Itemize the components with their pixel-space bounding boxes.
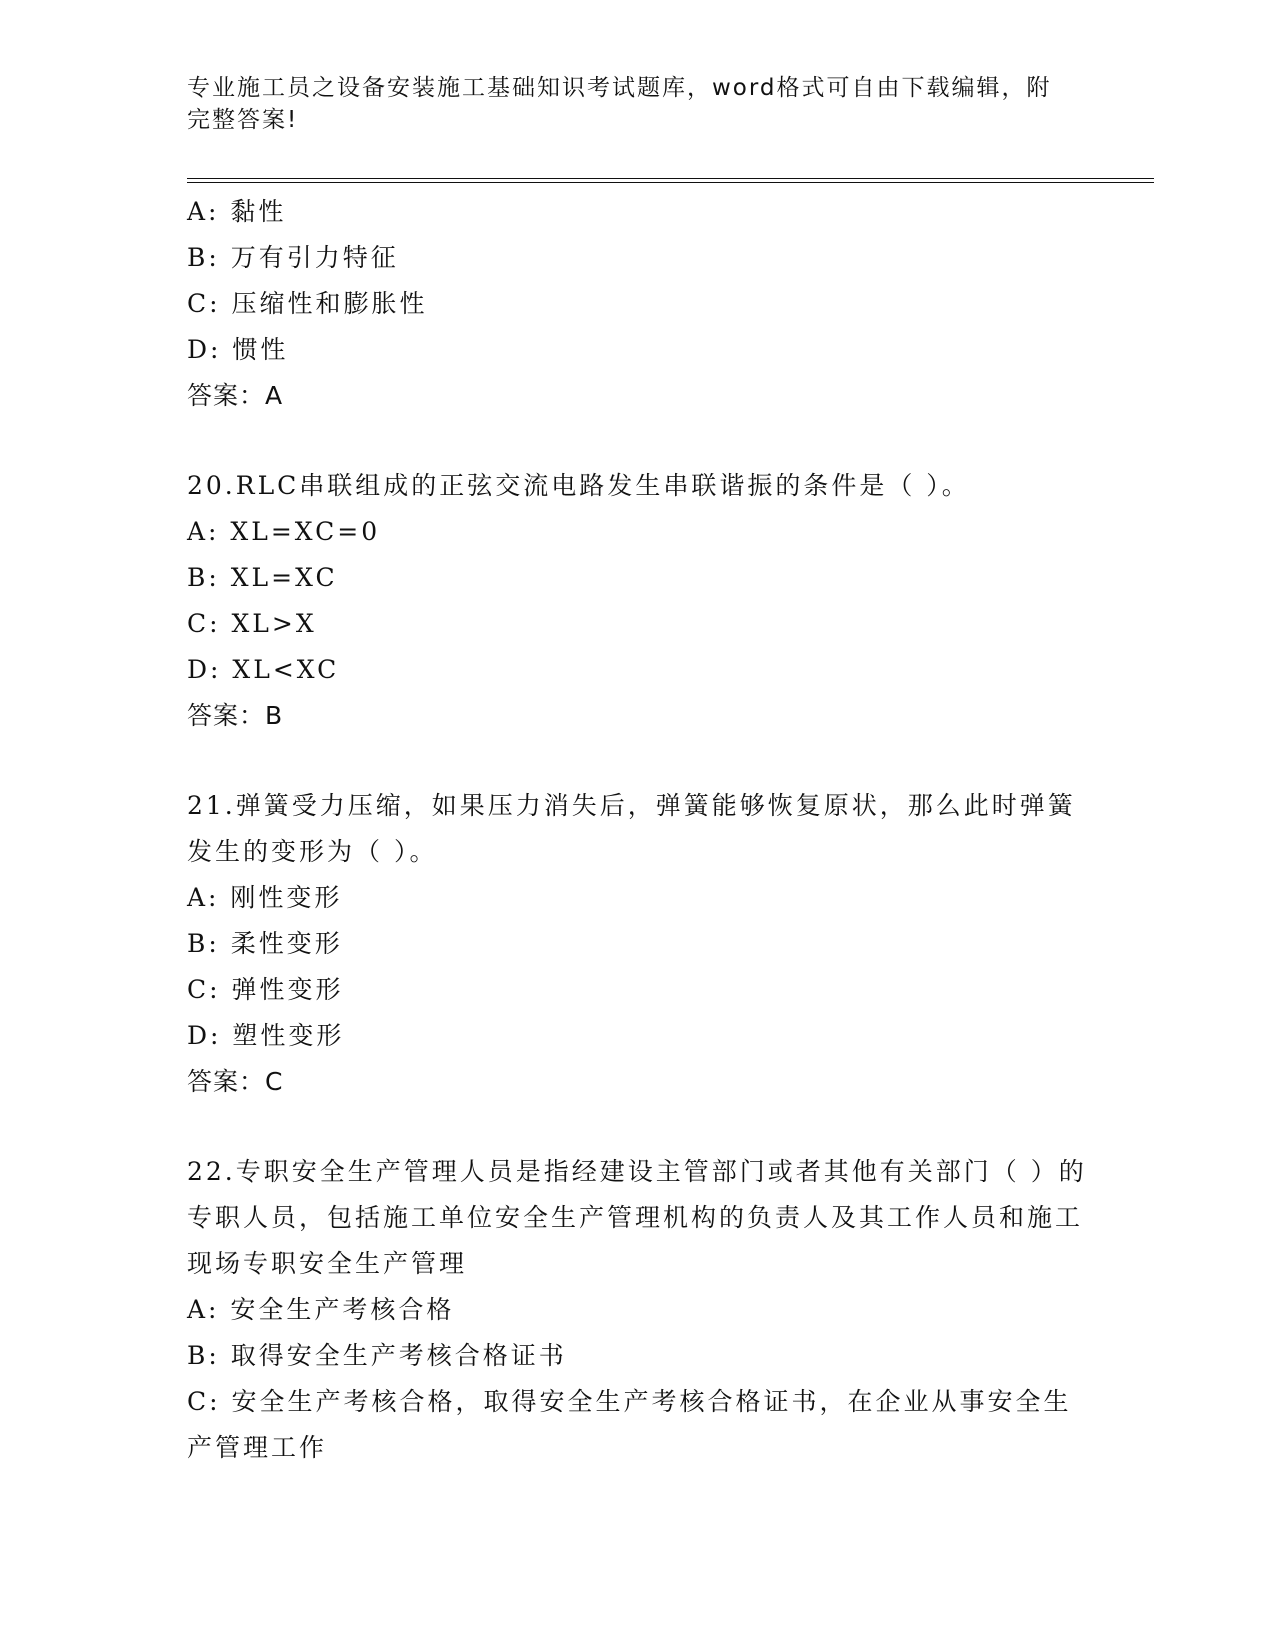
question-block-21 [187, 783, 1087, 1105]
answer-label: 答案：A [187, 381, 284, 410]
question-text: 22.专职安全生产管理人员是指经建设主管部门或者其他有关部门（ ）的专职人员，包括施工单位安全生产管理机构的负责人及其工作人员和施工现场专职安全生产管理 [187, 1157, 1087, 1278]
option-c: C: XL>X [187, 609, 317, 638]
option-c: C: 弹性变形 [187, 975, 344, 1004]
document-header: 专业施工员之设备安装施工基础知识考试题库，word格式可自由下载编辑，附完整答案! [187, 75, 1052, 133]
option-d: D: 惯性 [187, 335, 289, 364]
question-block-20 [187, 463, 1087, 739]
option-b: B: 万有引力特征 [187, 243, 399, 272]
option-d: D: 塑性变形 [187, 1021, 345, 1050]
document-body [187, 189, 1087, 1471]
option-a: A: XL=XC=0 [187, 517, 381, 546]
header-divider [187, 178, 1154, 183]
question-text: 20.RLC串联组成的正弦交流电路发生串联谐振的条件是（ ）。 [187, 471, 970, 500]
answer-label: 答案：C [187, 1067, 284, 1096]
question-block-22 [187, 1149, 1087, 1471]
option-a: A: 刚性变形 [187, 883, 343, 912]
option-a: A: 黏性 [187, 197, 287, 226]
option-a: A: 安全生产考核合格 [187, 1295, 455, 1324]
option-b: B: 取得安全生产考核合格证书 [187, 1341, 567, 1370]
answer-label: 答案：B [187, 701, 284, 730]
option-c: C: 安全生产考核合格，取得安全生产考核合格证书，在企业从事安全生产管理工作 [187, 1387, 1072, 1462]
option-d: D: XL<XC [187, 655, 340, 684]
option-b: B: XL=XC [187, 563, 338, 592]
question-text: 21.弹簧受力压缩，如果压力消失后，弹簧能够恢复原状，那么此时弹簧发生的变形为（ ）。 [187, 791, 1076, 866]
option-c: C: 压缩性和膨胀性 [187, 289, 428, 318]
question-block-19 [187, 189, 1087, 419]
option-b: B: 柔性变形 [187, 929, 343, 958]
